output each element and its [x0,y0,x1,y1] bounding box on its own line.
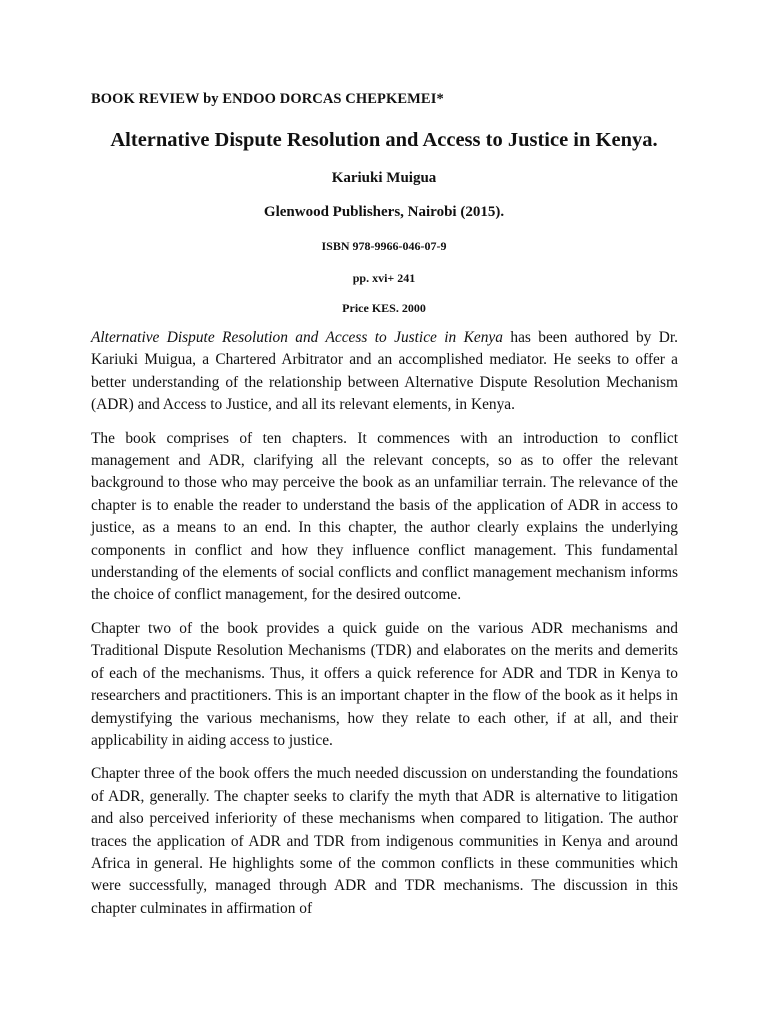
book-isbn: ISBN 978-9966-046-07-9 [321,239,447,253]
paragraph-4: Chapter three of the book offers the much needed discussion on understanding the foundations of ADR, generally. The chapter seeks to clarify the myth that ADR is alternative to litigation and also perceived inferiority of these mechanisms when compared to litigation. The author traces the application of ADR and TDR from indigenous communities in Kenya and around Africa in general. He highlights some of the common conflicts in these communities which were successfully, managed through ADR and TDR mechanisms. The discussion in this chapter culminates in affirmation of [91,765,678,917]
book-title: Alternative Dispute Resolution and Access to Justice in Kenya. [110,129,658,151]
book-publisher: Glenwood Publishers, Nairobi (2015). [263,204,505,220]
paragraph-3: Chapter two of the book provides a quick guide on the various ADR mechanisms and Traditional Dispute Resolution Mechanisms (TDR) and elaborates on the merits and demerits of each of the mechanisms. Thus, it offers a quick reference for ADR and TDR in Kenya to researchers and practitioners. This is an important chapter in the flow of the book as it helps in demystifying the various mechanisms, how they relate to each other, if at all, and their applicability in aiding access to justice. [91,619,678,749]
review-body [91,327,678,931]
review-byline: BOOK REVIEW by ENDOO DORCAS CHEPKEMEI* [91,91,444,107]
book-pages: pp. xvi+ 241 [352,271,416,285]
book-price: Price KES. 2000 [342,301,426,315]
paragraph-2: The book comprises of ten chapters. It commences with an introduction to conflict management and ADR, clarifying all the relevant concepts, so as to offer the relevant background to those who may perceive the book as an unfamiliar terrain. The relevance of the chapter is to enable the reader to understand the basis of the application of ADR in access to justice, as a means to an end. In this chapter, the author clearly explains the underlying components in conflict and how they influence conflict management. This fundamental understanding of the elements of social conflicts and conflict management mechanism informs the choice of conflict management, for the desired outcome. [91,429,678,604]
paragraph-1-book-title: Alternative Dispute Resolution and Access to Justice in Kenya [91,329,503,346]
book-author: Kariuki Muigua [331,170,437,186]
paragraph-1 [91,327,678,417]
paragraph-1-text: has been authored by Dr. Kariuki Muigua, a Chartered Arbitrator and an accomplished mediator. He seeks to offer a better understanding of the relationship between Alternative Dispute Resolution Mechanism (ADR) and Access to Justice, and all its relevant elements, in Kenya. [91,329,679,414]
